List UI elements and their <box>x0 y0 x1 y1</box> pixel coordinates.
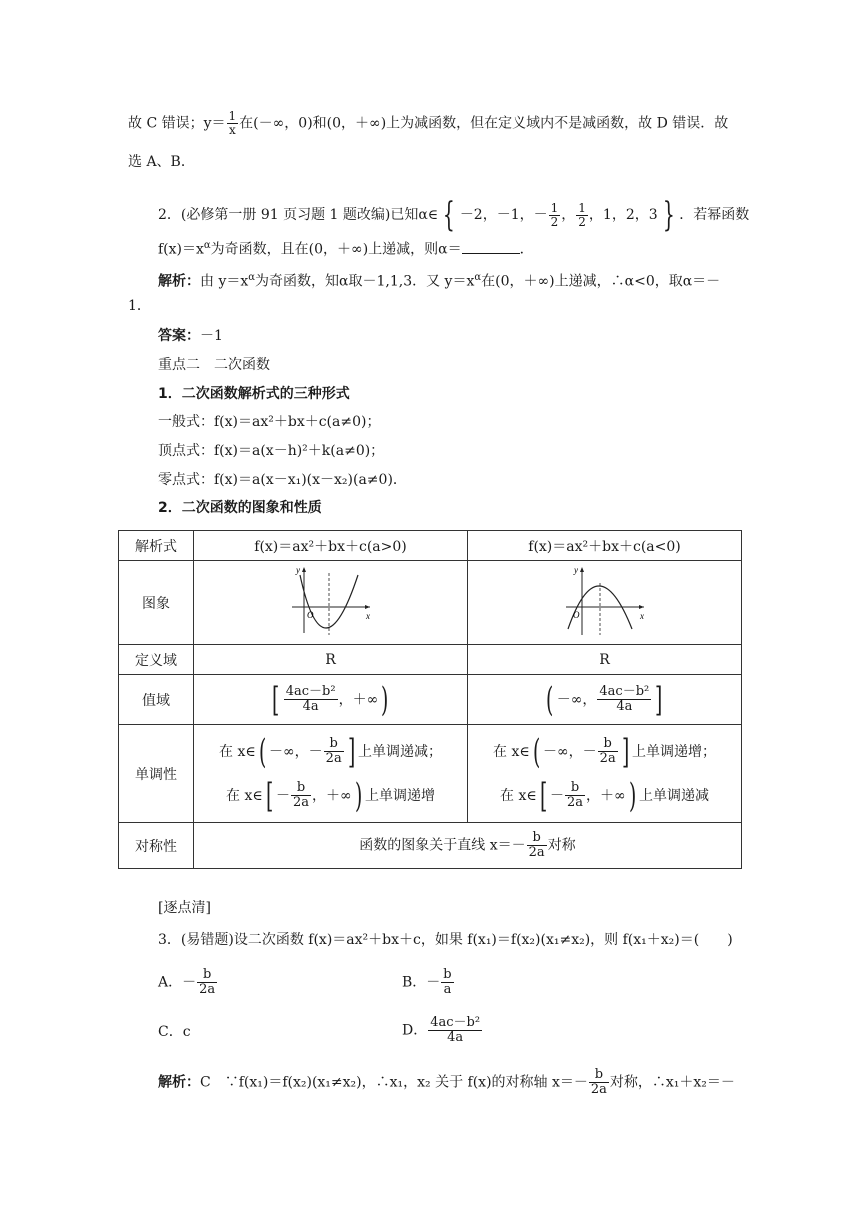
fraction-b-2a: $\frac{b}{2a}$ <box>325 736 342 766</box>
answer-blank <box>462 239 520 254</box>
properties-table <box>118 530 742 869</box>
paren-open-icon: ( <box>546 679 554 720</box>
symmetry-cell: 函数的图象关于直线 x＝－ $\frac{b}{2a}$ 对称 <box>194 823 742 869</box>
option-a: A．－ $\frac{b}{2a}$ <box>158 967 216 997</box>
bracket-close-icon: ] <box>621 731 629 772</box>
option-b: B．－ $\frac{b}{a}$ <box>402 967 452 997</box>
x-label: x <box>639 610 644 621</box>
bracket-close-icon: ] <box>655 679 663 720</box>
form-general: 一般式：f(x)＝ax²＋bx＋c(a≠0)； <box>158 414 381 430</box>
paren-open-icon: ( <box>258 731 267 772</box>
graph-cell-up <box>194 561 468 645</box>
solution-2: 解析：由 $y=x^\alpha$为奇函数，知α取－1,1,3．又 $y=x^\alpha$在(0，＋∞)上递减，∴α<0，取α＝－ <box>158 272 721 290</box>
paren-close-icon: ) <box>628 775 636 816</box>
mono-cell-up <box>194 725 468 823</box>
mono-cell-down <box>468 725 742 823</box>
line1-start: 故 C 错误；y＝ <box>128 115 226 132</box>
parabola-up-graph <box>286 563 376 639</box>
fraction-discriminant: $\frac{\text{4ac－b²}}{4a}$ <box>430 1015 481 1045</box>
domain-cell: R <box>468 645 742 675</box>
y-arrow-icon <box>580 567 584 572</box>
fraction-range: $\frac{\text{4ac－b²}}{4a}$ <box>599 684 650 714</box>
fraction-b-2a: $\frac{b}{2a}$ <box>567 780 584 810</box>
table-row <box>119 645 742 675</box>
brace-open-icon: { <box>443 195 455 235</box>
table-row <box>119 675 742 725</box>
row-label-graph: 图象 <box>119 561 194 645</box>
x-arrow-icon <box>639 605 644 609</box>
y-label: y <box>573 564 578 575</box>
fraction-b-2a: $\frac{b}{2a}$ <box>293 780 310 810</box>
table-row <box>119 531 742 561</box>
mono-line: 在 x∈( －∞，－ $\frac{b}{2a}$ ] 上单调递减； <box>219 731 442 772</box>
table-row <box>119 725 742 823</box>
fraction-b-a: $\frac{b}{a}$ <box>443 967 452 997</box>
q2-intro: 2．(必修第一册 91 页习题 1 题改编)已知α∈ <box>158 207 439 223</box>
bracket-open-icon: [ <box>272 679 280 720</box>
parabola-down-graph <box>560 563 650 639</box>
mono-line: 在 x∈[ － $\frac{b}{2a}$ ，＋∞) 上单调递增 <box>226 775 435 816</box>
y-arrow-icon <box>302 567 306 572</box>
question-2: 2．(必修第一册 91 页习题 1 题改编)已知α∈ { －2，－1，－ $\frac{1}{2}$ ， $\frac{1}{2}$ ，1，2，3 } ．若幂函数 <box>158 195 750 235</box>
answer-label: 答案： <box>158 328 200 344</box>
answer-2: 答案：－1 <box>158 328 223 344</box>
line1-end: 在(－∞，0)和(0，＋∞)上为减函数，但在定义域内不是减函数，故 D 错误．故 <box>239 115 729 132</box>
header-cell: 解析式 <box>119 531 194 561</box>
subheading-1: 1．二次函数解析式的三种形式 <box>158 386 350 402</box>
header-cell: f(x)＝ax²＋bx＋c(a<0) <box>468 531 742 561</box>
x-arrow-icon <box>365 605 370 609</box>
table-row <box>119 561 742 645</box>
fraction-1-over-x: $\frac{1}{x}$ <box>228 109 237 137</box>
paren-open-icon: ( <box>532 731 541 772</box>
option-d: D． $\frac{\text{4ac－b²}}{4a}$ <box>402 1015 481 1045</box>
form-zeros: 零点式：f(x)＝a(x－x₁)(x－x₂)(a≠0)． <box>158 472 407 488</box>
subheading-2: 2．二次函数的图象和性质 <box>158 500 322 516</box>
form-vertex: 顶点式：f(x)＝a(x－h)²＋k(a≠0)； <box>158 443 385 459</box>
y-label: y <box>295 564 300 575</box>
header-cell: f(x)＝ax²＋bx＋c(a>0) <box>194 531 468 561</box>
mono-line: 在 x∈[ － $\frac{b}{2a}$ ，＋∞) 上单调递减 <box>500 775 709 816</box>
solution-label: 解析： <box>158 273 200 290</box>
practice-heading: [逐点清] <box>158 900 211 916</box>
fraction-b-2a: $\frac{b}{2a}$ <box>590 1067 607 1097</box>
mono-line: 在 x∈( －∞，－ $\frac{b}{2a}$ ] 上单调递增； <box>493 731 716 772</box>
solution-3: 解析：C ∵f(x₁)＝f(x₂)(x₁≠x₂)，∴x₁，x₂ 关于 f(x)的对称轴 x＝－ $\frac{b}{2a}$ 对称，∴x₁＋x₂＝－ <box>158 1067 735 1097</box>
solution-2-line-2: 1． <box>128 298 151 314</box>
q2-set-values: －2，－1，－ <box>459 207 548 223</box>
fraction-half: $\frac{1}{2}$ <box>578 200 586 229</box>
paren-close-icon: ) <box>354 775 362 816</box>
fraction-b-2a: $\frac{b}{2a}$ <box>199 967 216 997</box>
bracket-open-icon: [ <box>265 775 274 816</box>
solution-label: 解析： <box>158 1074 200 1091</box>
row-label-domain: 定义域 <box>119 645 194 675</box>
range-cell-up: [ $\frac{\text{4ac－b²}}{4a}$ ，＋∞) <box>194 675 468 725</box>
row-label-range: 值域 <box>119 675 194 725</box>
bracket-open-icon: [ <box>539 775 548 816</box>
fraction-b-2a: $\frac{b}{2a}$ <box>528 830 545 860</box>
question-2-line-2: $f(x)=x^\alpha$为奇函数，且在(0，＋∞)上递减，则α＝ ． <box>158 240 534 258</box>
section-heading: 重点二 二次函数 <box>158 357 270 373</box>
fraction-range: $\frac{\text{4ac－b²}}{4a}$ <box>285 684 336 714</box>
table-row <box>119 823 742 869</box>
paren-close-icon: ) <box>381 679 389 720</box>
origin-label: O <box>306 609 313 620</box>
fraction-half: $\frac{1}{2}$ <box>550 200 559 229</box>
origin-label: O <box>572 609 579 620</box>
brace-close-icon: } <box>662 195 675 235</box>
text-line-1 <box>128 110 728 137</box>
bracket-close-icon: ] <box>347 731 355 772</box>
text-line-2: 选 A、B． <box>128 154 195 170</box>
graph-cell-down <box>468 561 742 645</box>
row-label-monotonicity: 单调性 <box>119 725 194 823</box>
fraction-b-2a: $\frac{b}{2a}$ <box>599 736 616 766</box>
q2-set-tail: ，1，2，3 <box>588 207 658 223</box>
range-cell-down: ( －∞， $\frac{\text{4ac－b²}}{4a}$ ] <box>468 675 742 725</box>
domain-cell: R <box>194 645 468 675</box>
question-3: 3．(易错题)设二次函数 f(x)＝ax²＋bx＋c，如果 f(x₁)＝f(x₂)(x₁≠x₂)，则 f(x₁＋x₂)＝( ) <box>158 932 733 948</box>
row-label-symmetry: 对称性 <box>119 823 194 869</box>
option-c: C．c <box>158 1024 191 1040</box>
x-label: x <box>365 610 370 621</box>
